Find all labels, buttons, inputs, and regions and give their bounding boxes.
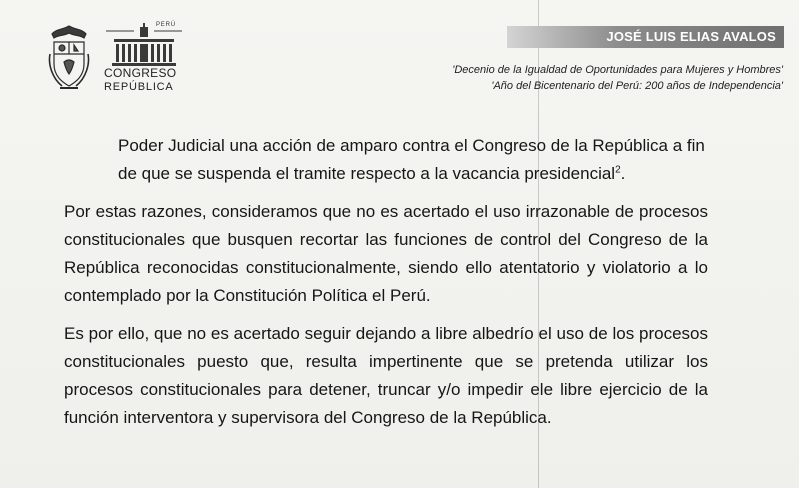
author-name-banner [507,26,784,48]
footnote-ref: 2 [615,164,621,176]
year-motto: 'Año del Bicentenario del Perú: 200 años de Independencia' [491,80,783,92]
paragraph-1-text: Poder Judicial una acción de amparo contra el Congreso de la República a fin de que se suspenda el tramite respecto a la vacancia presidencial [118,136,705,183]
peru-tag: PERÚ [156,22,176,28]
congress-name: CONGRESO [104,66,177,80]
letterhead-logo [48,18,188,100]
paragraph-1: Poder Judicial una acción de amparo contra el Congreso de la República a fin de que se suspenda el tramite respecto a la vacancia presidencial$^2$. [118,136,705,183]
national-shield-icon [48,24,90,92]
author-name: JOSÉ LUIS ELIAS AVALOS [606,29,776,44]
paragraph-2: Por estas razones, consideramos que no es acertado el uso irrazonable de procesos constitucionales que busquen recortar las funciones de control del Congreso de la República reconocidas constitucionalmente, siendo ello atentatorio y violatorio a lo contemplado por la Constitución Política el Perú. [64,202,708,305]
paragraph-3: Es por ello, que no es acertado seguir dejando a libre albedrío el uso de los procesos constitucionales puesto que, resulta impertinente que se pretenda utilizar los procesos constitucionales para detener, truncar y/o impedir ele libre ejercicio de la función interventora y supervisora del Congreso de la República. [64,324,708,427]
document-body [64,132,708,432]
decade-motto: 'Decenio de la Igualdad de Oportunidades para Mujeres y Hombres' [452,64,783,76]
republic-name: REPÚBLICA [104,81,174,93]
